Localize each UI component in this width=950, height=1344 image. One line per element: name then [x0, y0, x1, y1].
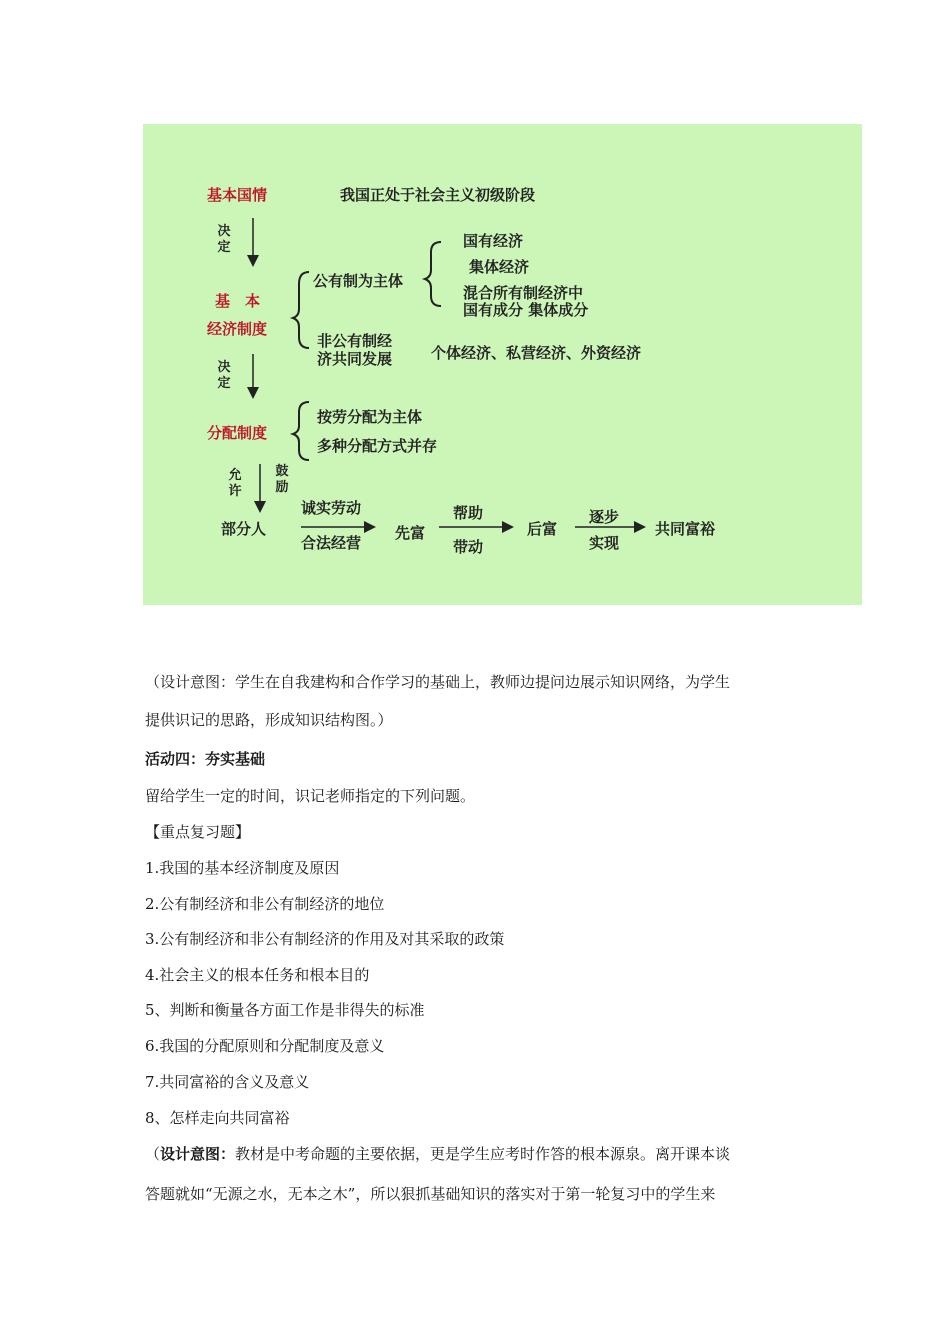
public-main: 公有制为主体 [313, 272, 404, 290]
mixed-1: 混合所有制经济中 [463, 284, 584, 302]
question-2: 2.公有制经济和非公有制经济的地位 [145, 895, 385, 913]
nonpublic-1: 非公有制经 [317, 332, 393, 350]
common-prosperity: 共同富裕 [655, 520, 716, 538]
collective: 集体经济 [469, 258, 530, 276]
intent-1-line-a: （设计意图：学生在自我建构和合作学习的基础上，教师边提问边展示知识网络，为学生 [145, 673, 731, 691]
question-4: 4.社会主义的根本任务和根本目的 [145, 966, 370, 984]
instruction: 留给学生一定的时间，识记老师指定的下列问题。 [145, 787, 476, 805]
intent-1-line-b: 提供识记的思路，形成知识结构图。） [145, 711, 393, 729]
intent-2-label: 设计意图： [160, 1145, 236, 1163]
primary-stage: 我国正处于社会主义初级阶段 [340, 186, 536, 204]
help-label: 帮助 [453, 504, 484, 522]
question-1: 1.我国的基本经济制度及原因 [145, 859, 340, 877]
some-people: 部分人 [221, 520, 267, 538]
question-5: 5、判断和衡量各方面工作是非得失的标准 [145, 1001, 425, 1019]
basic-conditions: 基本国情 [207, 186, 268, 204]
labor-main: 按劳分配为主体 [317, 408, 423, 426]
question-6: 6.我国的分配原则和分配制度及意义 [145, 1037, 385, 1055]
honest-labor: 诚实劳动 [301, 499, 362, 517]
activity-4-heading: 活动四：夯实基础 [145, 750, 266, 768]
mixed-2: 国有成分 集体成分 [463, 301, 589, 319]
brace-basic-econ [293, 272, 309, 348]
intent-2-line-a [145, 1142, 730, 1166]
nonpublic-2: 济共同发展 [317, 350, 393, 368]
question-3: 3.公有制经济和非公有制经济的作用及对其采取的政策 [145, 930, 505, 948]
multi-coexist: 多种分配方式并存 [317, 437, 438, 455]
question-7: 7.共同富裕的含义及意义 [145, 1073, 310, 1091]
legal-business: 合法经营 [301, 534, 362, 552]
nonpublic-types: 个体经济、私营经济、外资经济 [431, 344, 642, 362]
state-owned: 国有经济 [463, 232, 524, 250]
distribution-system: 分配制度 [207, 424, 268, 442]
intent-2-rest: 教材是中考命题的主要依据，更是学生应考时作答的根本源泉。离开课本谈 [235, 1145, 731, 1163]
realize-label: 实现 [589, 534, 620, 552]
intent-2-line-b: 答题就如“无源之水，无本之木”，所以狠抓基础知识的落实对于第一轮复习中的学生来 [145, 1185, 716, 1203]
question-8: 8、怎样走向共同富裕 [145, 1109, 290, 1127]
basic-econ-label-2: 经济制度 [207, 320, 268, 338]
key-review-heading: 【重点复习题】 [145, 823, 251, 841]
rich-first: 先富 [395, 524, 426, 542]
intent-2-open: （ [145, 1145, 161, 1163]
brace-distribution [293, 402, 309, 460]
encourage-label: 鼓励 [275, 464, 289, 495]
knowledge-structure-diagram [143, 124, 862, 605]
allow-label: 允许 [228, 468, 242, 499]
rich-later: 后富 [527, 520, 558, 538]
brace-public [425, 242, 441, 306]
decides-label-2: 决定 [217, 360, 231, 391]
lead-label: 带动 [453, 538, 484, 556]
decides-label-1: 决定 [217, 224, 231, 255]
gradually-label: 逐步 [589, 508, 620, 526]
basic-econ-label-1: 基 本 [215, 292, 261, 310]
